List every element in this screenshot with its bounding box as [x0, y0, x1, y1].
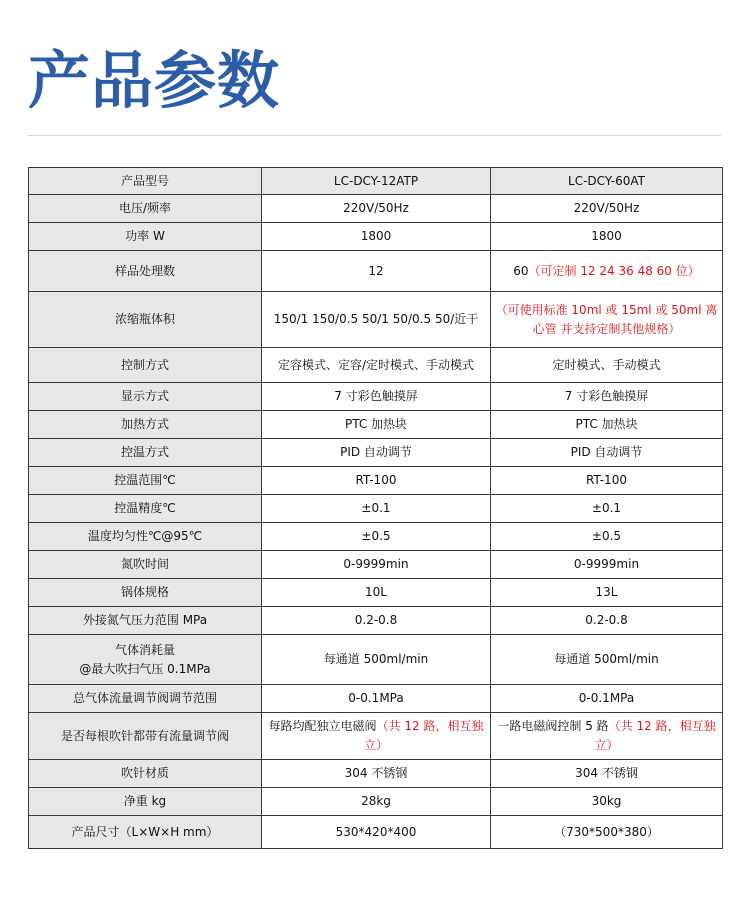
model-a-value: 220V/50Hz	[262, 195, 491, 223]
model-b-value: 定时模式、手动模式	[491, 348, 723, 383]
model-b-value: 30kg	[491, 788, 723, 816]
row-label: 产品型号	[29, 168, 262, 195]
model-a-value	[262, 713, 491, 760]
custom-note: （共 12 路，相互独立）	[594, 719, 716, 752]
title-divider	[28, 135, 721, 136]
model-b-value: 每通道 500ml/min	[491, 635, 723, 685]
table-row	[29, 467, 723, 495]
model-b-value: RT-100	[491, 467, 723, 495]
row-label: 净重 kg	[29, 788, 262, 816]
table-row	[29, 579, 723, 607]
model-b-value: 1800	[491, 223, 723, 251]
model-a-value: 304 不锈钢	[262, 760, 491, 788]
model-b-value	[491, 292, 723, 348]
model-a-value: 0.2-0.8	[262, 607, 491, 635]
table-row	[29, 788, 723, 816]
model-a-value: 12	[262, 251, 491, 292]
model-a-value: PID 自动调节	[262, 439, 491, 467]
row-label: 外接氮气压力范围 MPa	[29, 607, 262, 635]
row-label-line2: @最大吹扫气压 0.1MPa	[79, 661, 211, 676]
row-label	[29, 635, 262, 685]
table-row	[29, 635, 723, 685]
row-label: 控温范围℃	[29, 467, 262, 495]
model-b-value: 0.2-0.8	[491, 607, 723, 635]
table-row	[29, 195, 723, 223]
model-a-value: RT-100	[262, 467, 491, 495]
table-row	[29, 607, 723, 635]
table-row	[29, 551, 723, 579]
model-b-value: 220V/50Hz	[491, 195, 723, 223]
table-row	[29, 348, 723, 383]
model-b-value: LC-DCY-60AT	[491, 168, 723, 195]
row-label: 吹针材质	[29, 760, 262, 788]
model-a-value: 530*420*400	[262, 816, 491, 849]
table-row	[29, 713, 723, 760]
table-row	[29, 816, 723, 849]
model-a-value: 10L	[262, 579, 491, 607]
model-b-value: ±0.1	[491, 495, 723, 523]
model-a-value: ±0.5	[262, 523, 491, 551]
value-text: 一路电磁阀控制 5 路	[497, 719, 609, 733]
model-a-value: 0-9999min	[262, 551, 491, 579]
table-row	[29, 411, 723, 439]
table-row	[29, 685, 723, 713]
table-row	[29, 495, 723, 523]
table-row	[29, 760, 723, 788]
model-a-value: 7 寸彩色触摸屏	[262, 383, 491, 411]
row-label: 是否每根吹针都带有流量调节阀	[29, 713, 262, 760]
table-row	[29, 223, 723, 251]
model-b-value: （730*500*380）	[491, 816, 723, 849]
model-b-value: 0-9999min	[491, 551, 723, 579]
model-a-value: 0-0.1MPa	[262, 685, 491, 713]
model-a-value: 150/1 150/0.5 50/1 50/0.5 50/近干	[262, 292, 491, 348]
row-label: 浓缩瓶体积	[29, 292, 262, 348]
row-label: 控温精度℃	[29, 495, 262, 523]
model-a-value: 28kg	[262, 788, 491, 816]
row-label: 总气体流量调节阀调节范围	[29, 685, 262, 713]
row-label: 控制方式	[29, 348, 262, 383]
row-label: 氮吹时间	[29, 551, 262, 579]
model-a-value: 1800	[262, 223, 491, 251]
model-b-value: 0-0.1MPa	[491, 685, 723, 713]
custom-note: （可使用标准 10ml 或 15ml 或 50ml 离心管 并支持定制其他规格）	[495, 302, 718, 336]
model-b-value: 13L	[491, 579, 723, 607]
row-label: 显示方式	[29, 383, 262, 411]
model-a-value: 每通道 500ml/min	[262, 635, 491, 685]
model-b-value: 7 寸彩色触摸屏	[491, 383, 723, 411]
model-b-value	[491, 251, 723, 292]
row-label-line1: 气体消耗量	[114, 642, 175, 657]
custom-note: （可定制 12 24 36 48 60 位）	[528, 263, 700, 278]
table-row	[29, 168, 723, 195]
row-label: 电压/频率	[29, 195, 262, 223]
row-label: 功率 W	[29, 223, 262, 251]
table-row	[29, 439, 723, 467]
spec-table	[28, 167, 723, 849]
custom-note: （共 12 路，相互独立）	[363, 719, 484, 752]
row-label: 温度均匀性℃@95℃	[29, 523, 262, 551]
value-text: 每路均配独立电磁阀	[268, 719, 377, 733]
model-a-value: PTC 加热块	[262, 411, 491, 439]
row-label: 控温方式	[29, 439, 262, 467]
table-row	[29, 251, 723, 292]
model-b-value: PTC 加热块	[491, 411, 723, 439]
model-a-value: LC-DCY-12ATP	[262, 168, 491, 195]
row-label: 锅体规格	[29, 579, 262, 607]
model-a-value: 定容模式、定容/定时模式、手动模式	[262, 348, 491, 383]
row-label: 加热方式	[29, 411, 262, 439]
model-b-value: ±0.5	[491, 523, 723, 551]
row-label: 产品尺寸（L×W×H mm）	[29, 816, 262, 849]
page-title: 产品参数	[28, 44, 281, 117]
model-b-value	[491, 713, 723, 760]
table-row	[29, 523, 723, 551]
row-label: 样品处理数	[29, 251, 262, 292]
table-row	[29, 292, 723, 348]
value-text: 60	[513, 263, 529, 278]
table-row	[29, 383, 723, 411]
model-a-value: ±0.1	[262, 495, 491, 523]
model-b-value: PID 自动调节	[491, 439, 723, 467]
model-b-value: 304 不锈钢	[491, 760, 723, 788]
